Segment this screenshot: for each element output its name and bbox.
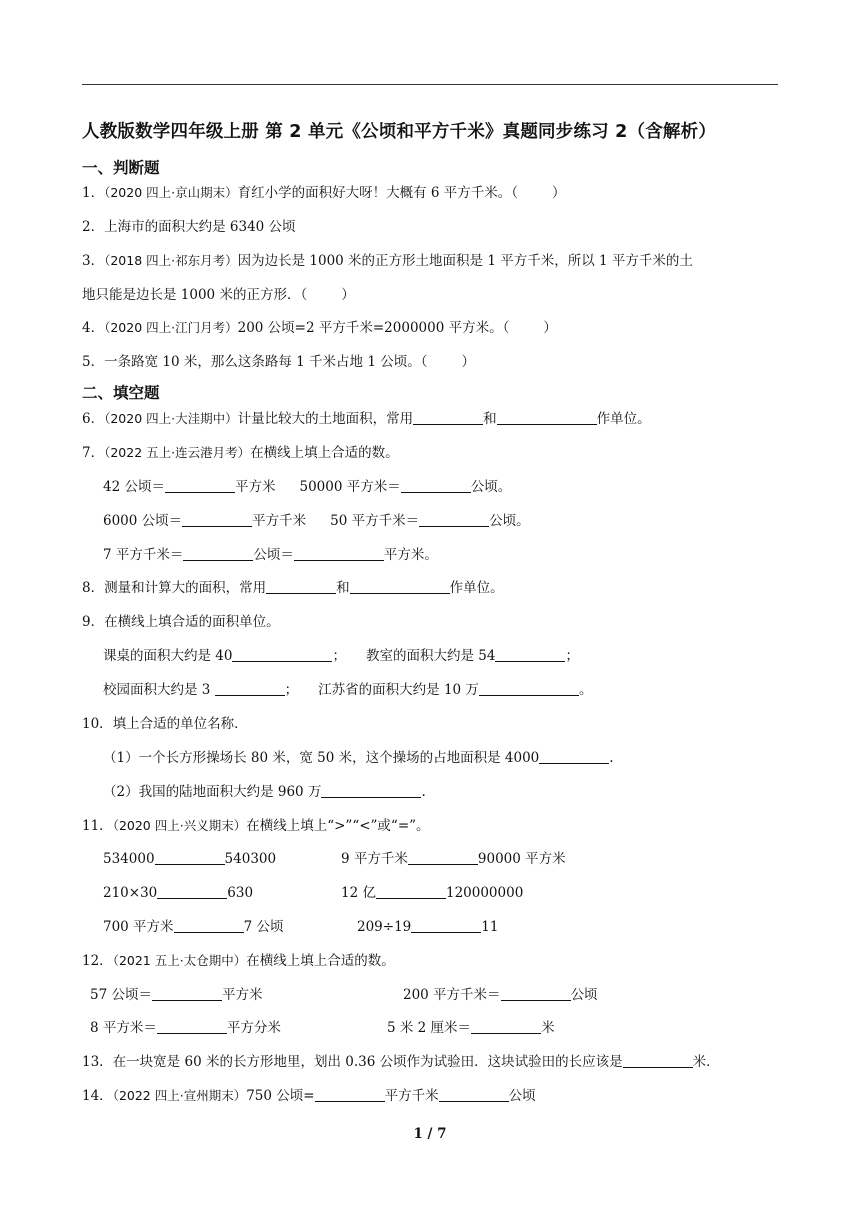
answer-blank[interactable] [294,546,384,561]
answer-blank[interactable] [479,681,579,696]
answer-blank[interactable] [232,647,332,662]
question-7-row-3: 7 平方千米＝ 公顷＝ 平方米。 [103,547,438,563]
answer-blank[interactable] [401,478,471,493]
answer-blank[interactable] [152,986,222,1001]
question-11-row-3: 700 平方米 7 公顷 [103,919,284,935]
question-12: 12．（2021 五上·太仓期中）在横线上填上合适的数。 [82,953,395,969]
question-6: 6．（2020 四上·大洼期中）计量比较大的土地面积，常用 和 作单位。 [82,411,651,427]
question-2: 2．上海市的面积大约是 6340 公顷 [82,219,296,235]
question-9-row-1: 课桌的面积大约是 40 ； 教室的面积大约是 54 ； [103,648,579,664]
question-11-row-3-right: 209÷19 11 [357,919,499,935]
answer-blank[interactable] [182,512,252,527]
section-heading-fill: 二、填空题 [82,384,160,402]
question-3: 3．（2018 四上·祁东月考）因为边长是 1000 米的正方形土地面积是 1 平方千米，所以 1 平方千米的土 [82,253,693,269]
answer-blank[interactable] [321,783,421,798]
question-11-row-2: 210×30 630 [103,885,254,901]
question-12-row-1-right: 200 平方千米＝ 公顷 [403,987,598,1003]
answer-blank[interactable] [497,410,597,425]
question-13: 13．在一块宽是 60 米的长方形地里，划出 0.36 公顷作为试验田．这块试验田的长应该是 米． [82,1054,720,1070]
page-number: 1 / 7 [413,1126,447,1142]
answer-blank[interactable] [411,918,481,933]
question-8: 8．测量和计算大的面积，常用 和 作单位。 [82,580,504,596]
question-11: 11．（2020 四上·兴义期末）在横线上填上“>”“<”或“=”。 [82,818,430,834]
question-5: 5．一条路宽 10 米，那么这条路每 1 千米占地 1 公顷。（ ） [82,354,475,370]
question-12-row-2-right: 5 米 2 厘米＝ 米 [387,1020,555,1036]
question-1: 1．（2020 四上·京山期末）育红小学的面积好大呀！大概有 6 平方千米。（ ） [82,185,566,201]
question-9-row-2: 校园面积大约是 3 ； 江苏省的面积大约是 10 万 。 [103,682,593,698]
question-11-row-1-right: 9 平方千米 90000 平方米 [341,851,566,867]
answer-blank[interactable] [155,850,225,865]
question-12-row-1: 57 公顷＝ 平方米 [90,987,263,1003]
question-4: 4．（2020 四上·江门月考）200 公顷=2 平方千米=2000000 平方米。（ ） [82,320,557,336]
question-3-cont: 地只能是边长是 1000 米的正方形．（ ） [82,287,355,303]
question-11-row-1: 534000 540300 [103,851,277,867]
answer-blank[interactable] [408,850,478,865]
question-12-row-2: 8 平方米＝ 平方分米 [90,1020,281,1036]
answer-blank[interactable] [350,579,450,594]
answer-blank[interactable] [471,1019,541,1034]
answer-blank[interactable] [157,1019,227,1034]
page-title: 人教版数学四年级上册 第 2 单元《公顷和平方千米》真题同步练习 2（含解析） [82,122,717,142]
answer-blank[interactable] [413,410,483,425]
question-10: 10．填上合适的单位名称． [82,716,248,732]
answer-blank[interactable] [215,681,285,696]
question-7-row-2: 6000 公顷＝ 平方千米 50 平方千米＝ 公顷。 [103,513,530,529]
answer-blank[interactable] [439,1087,509,1102]
question-7-row-1: 42 公顷＝ 平方米 50000 平方米＝ 公顷。 [103,479,512,495]
answer-blank[interactable] [183,546,253,561]
answer-blank[interactable] [157,884,227,899]
answer-blank[interactable] [174,918,244,933]
answer-blank[interactable] [419,512,489,527]
question-7: 7．（2022 五上·连云港月考）在横线上填上合适的数。 [82,445,399,461]
answer-blank[interactable] [539,749,609,764]
answer-blank[interactable] [495,647,565,662]
answer-blank[interactable] [623,1053,693,1068]
answer-blank[interactable] [266,579,336,594]
question-14: 14．（2022 四上·宣州期末）750 公顷= 平方千米 公顷 [82,1088,536,1104]
answer-blank[interactable] [315,1087,385,1102]
answer-blank[interactable] [376,884,446,899]
answer-blank[interactable] [501,986,571,1001]
section-heading-judgment: 一、判断题 [82,159,160,177]
question-10-part-1: （1）一个长方形操场长 80 米，宽 50 米，这个操场的占地面积是 4000 . [103,750,614,766]
question-10-part-2: （2）我国的陆地面积大约是 960 万 . [103,784,426,800]
answer-blank[interactable] [165,478,235,493]
header-rule [82,84,778,85]
question-9: 9．在横线上填合适的面积单位。 [82,614,280,630]
question-11-row-2-right: 12 亿 120000000 [341,885,524,901]
